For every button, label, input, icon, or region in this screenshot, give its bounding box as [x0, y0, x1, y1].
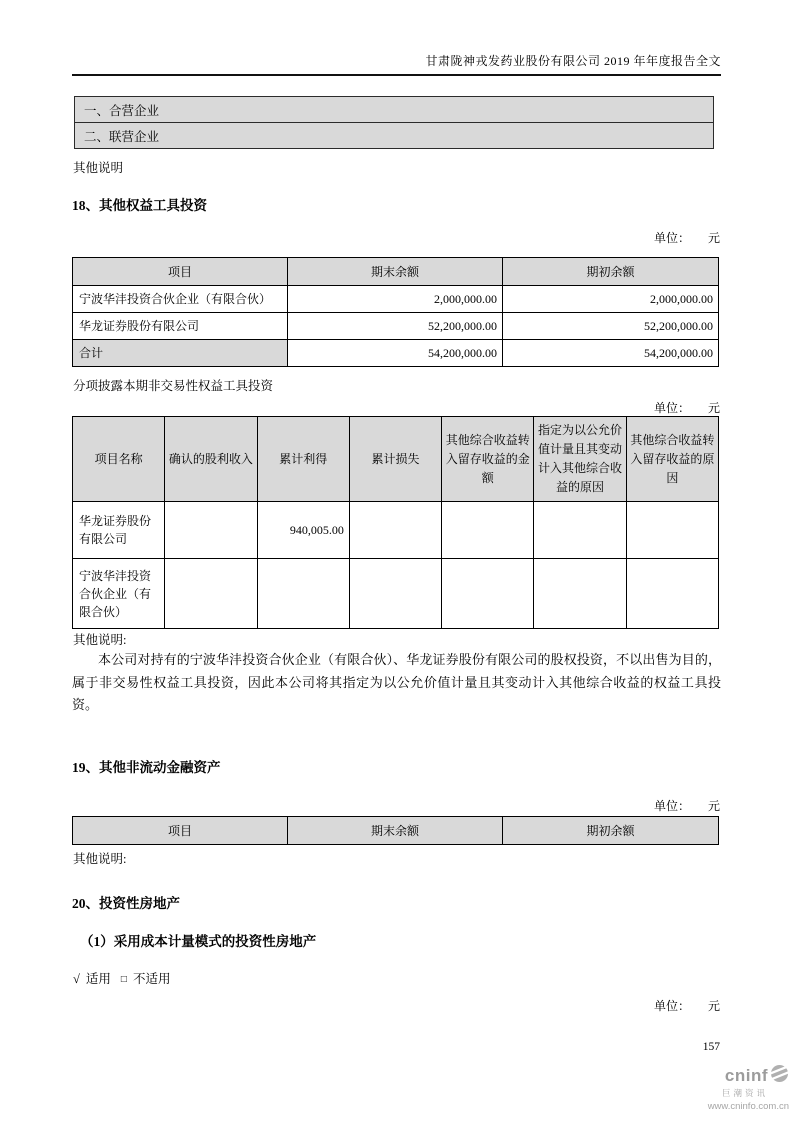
section-18-heading: 18、其他权益工具投资: [72, 198, 207, 213]
unit-currency: 元: [707, 231, 720, 245]
table-header-row: [73, 258, 719, 286]
col-header-cumulative-gain: 累计利得: [257, 417, 349, 502]
col-header-item: 项目: [73, 817, 288, 845]
unit-currency: 元: [707, 999, 720, 1013]
unit-label: 单位：: [653, 799, 690, 813]
logo-chinese-name: 巨潮资讯: [721, 1088, 768, 1098]
swirl-globe-icon: [770, 1064, 789, 1088]
col-header-cumulative-loss: 累计损失: [349, 417, 441, 502]
unit-line: [654, 797, 720, 814]
designation-reason-cell: [534, 559, 626, 629]
other-note-label: 其他说明:: [73, 633, 127, 647]
cninfo-watermark-logo: [691, 1064, 789, 1112]
designation-reason-cell: [534, 502, 626, 559]
table-row: [73, 286, 719, 313]
oci-amount-cell: [442, 502, 534, 559]
cumulative-gain-cell: [257, 559, 349, 629]
cumulative-loss-cell: [349, 502, 441, 559]
col-header-oci-amount: 其他综合收益转入留存收益的金额: [442, 417, 534, 502]
header-divider-line: [72, 74, 721, 76]
dividend-income-cell: [165, 502, 257, 559]
ending-balance-cell: 52,200,000.00: [288, 313, 503, 340]
logo-brand-row: [691, 1064, 789, 1088]
oci-amount-cell: [442, 559, 534, 629]
col-header-ending-balance: 期末余额: [288, 258, 503, 286]
transfer-reason-cell: [626, 559, 718, 629]
other-note: 其他说明: [73, 161, 124, 175]
other-note-label: 其他说明:: [73, 852, 127, 866]
classification-bars: [74, 96, 714, 149]
page-number: 157: [702, 1041, 720, 1053]
col-header-beginning-balance: 期初余额: [503, 258, 719, 286]
item-name-cell: 华龙证券股份有限公司: [73, 502, 165, 559]
explanation-paragraph: 本公司对持有的宁波华沣投资合伙企业（有限合伙）、华龙证券股份有限公司的股权投资，不以出售为目的，属于非交易性权益工具投资，因此本公司将其指定为以公允价值计量且其变动计入其他综合收益的权益工具投资。: [72, 652, 721, 712]
table-row: [73, 313, 719, 340]
table-header-row: [73, 417, 719, 502]
section-20-subheading: （1）采用成本计量模式的投资性房地产: [80, 934, 317, 949]
dividend-income-cell: [165, 559, 257, 629]
col-header-transfer-reason: 其他综合收益转入留存收益的原因: [626, 417, 718, 502]
bar-joint-ventures: [74, 96, 714, 123]
table-header-row: [73, 817, 719, 845]
col-header-dividend-income: 确认的股利收入: [165, 417, 257, 502]
disclosure-note: 分项披露本期非交易性权益工具投资: [73, 379, 274, 393]
transfer-reason-cell: [626, 502, 718, 559]
page-header-title: 甘肃陇神戎发药业股份有限公司 2019 年年度报告全文: [425, 54, 721, 68]
col-header-ending-balance: 期末余额: [288, 817, 503, 845]
col-header-item: 项目: [73, 258, 288, 286]
item-cell: 宁波华沣投资合伙企业（有限合伙）: [73, 286, 288, 313]
cumulative-gain-cell: 940,005.00: [257, 502, 349, 559]
unit-currency: 元: [707, 799, 720, 813]
nontrading-equity-table: [72, 416, 719, 629]
col-header-beginning-balance: 期初余额: [503, 817, 719, 845]
unit-line: [654, 997, 720, 1014]
item-cell: 华龙证券股份有限公司: [73, 313, 288, 340]
unit-currency: 元: [707, 401, 720, 415]
total-label-cell: 合计: [73, 340, 288, 367]
cumulative-loss-cell: [349, 559, 441, 629]
table-row: [73, 559, 719, 629]
bar-label: 二、联营企业: [84, 129, 160, 144]
col-header-item-name: 项目名称: [73, 417, 165, 502]
applicable-label: 适用: [85, 972, 111, 986]
empty-checkbox-icon: □: [120, 974, 127, 985]
table-row: [73, 502, 719, 559]
equity-instruments-table: [72, 257, 719, 367]
beginning-balance-cell: 2,000,000.00: [503, 286, 719, 313]
unit-line: [654, 399, 720, 416]
col-header-designation-reason: 指定为以公允价值计量且其变动计入其他综合收益的原因: [534, 417, 626, 502]
item-name-cell: 宁波华沣投资合伙企业（有限合伙）: [73, 559, 165, 629]
bar-label: 一、合营企业: [84, 103, 160, 118]
unit-line: [654, 229, 720, 246]
section-20-heading: 20、投资性房地产: [72, 896, 180, 911]
logo-url: www.cninfo.com.cn: [707, 1101, 789, 1112]
page-content: [72, 0, 721, 1122]
ending-balance-total-cell: 54,200,000.00: [288, 340, 503, 367]
unit-label: 单位：: [653, 401, 690, 415]
table-total-row: [73, 340, 719, 367]
applicability-line: [73, 969, 170, 987]
bar-associated-enterprises: [74, 122, 714, 149]
ending-balance-cell: 2,000,000.00: [288, 286, 503, 313]
section-19-heading: 19、其他非流动金融资产: [72, 760, 221, 775]
logo-brand-text: cninf: [724, 1066, 768, 1085]
unit-label: 单位：: [653, 231, 690, 245]
beginning-balance-total-cell: 54,200,000.00: [503, 340, 719, 367]
check-mark-icon: √: [73, 972, 80, 986]
beginning-balance-cell: 52,200,000.00: [503, 313, 719, 340]
unit-label: 单位：: [653, 999, 690, 1013]
noncurrent-financial-assets-table: [72, 816, 719, 845]
not-applicable-label: 不适用: [132, 972, 171, 986]
